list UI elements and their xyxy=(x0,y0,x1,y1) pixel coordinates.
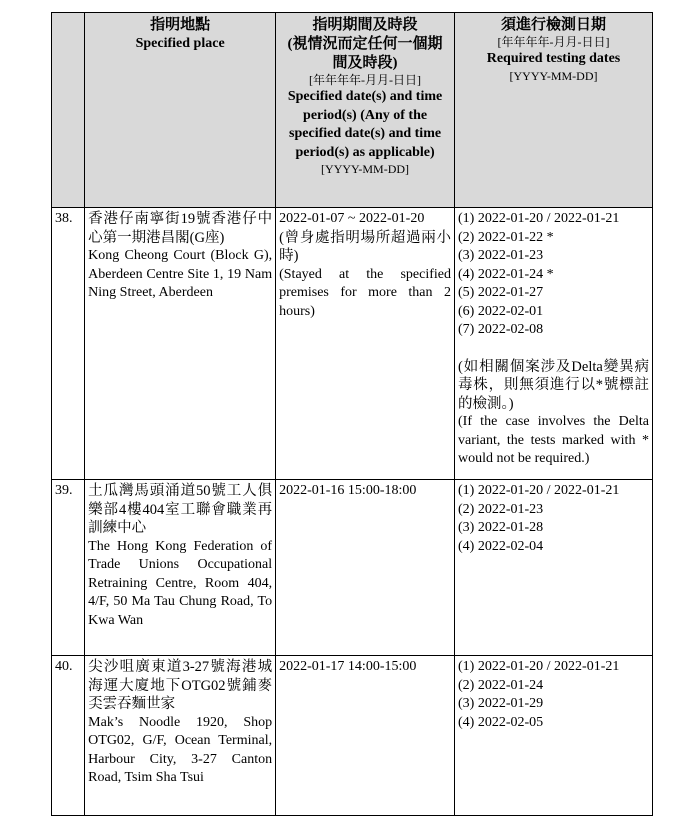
test-note-en: (If the case involves the Delta variant, the tests marked with * would not be required.) xyxy=(458,414,649,466)
test-note-zh: (如相關個案涉及Delta變異病毒株，則無須進行以*號標註的檢測。) xyxy=(458,358,649,412)
row-number-cell xyxy=(52,656,85,816)
test-date: (1) 2022-01-20 / 2022-01-21 xyxy=(458,211,620,226)
test-date: (3) 2022-01-28 xyxy=(458,520,544,535)
header-period-format-en: [YYYY-MM-DD] xyxy=(321,162,410,176)
test-date-list xyxy=(458,658,649,732)
header-place-en: Specified place xyxy=(135,36,225,51)
header-period-zh: 指明期間及時段 (視情況而定任何一個期間及時段) xyxy=(287,17,443,71)
header-testing-cell xyxy=(455,13,653,208)
test-date: (6) 2022-02-01 xyxy=(458,303,544,319)
test-date: (4) 2022-02-05 xyxy=(458,714,544,730)
test-date: (2) 2022-01-23 xyxy=(458,501,544,517)
test-date: (7) 2022-02-08 xyxy=(458,322,544,337)
testing-cell xyxy=(455,480,653,656)
test-date: (4) 2022-02-04 xyxy=(458,538,544,554)
place-cell xyxy=(85,656,276,816)
period-note-zh: (曾身處指明場所超過兩小時) xyxy=(279,229,451,264)
period-note-en: (Stayed at the specified premises for more than 2 hours) xyxy=(279,266,451,319)
test-date: (2) 2022-01-24 xyxy=(458,677,544,693)
test-date-list xyxy=(458,210,649,340)
row-number: 39. xyxy=(55,483,73,498)
header-place-zh: 指明地點 xyxy=(150,17,211,33)
row-number-cell xyxy=(52,208,85,480)
row-number: 38. xyxy=(55,211,73,226)
place-en: Kong Cheong Court (Block G), Aberdeen Centre Site 1, 19 Nam Ning Street, Aberdeen xyxy=(88,248,273,300)
table-row xyxy=(52,208,653,480)
header-testing-format-zh: [年年年年-月月-日日] xyxy=(497,35,610,49)
period-value: 2022-01-16 15:00-18:00 xyxy=(279,483,417,498)
place-zh: 香港仔南寧街19號香港仔中心第一期港昌閣(G座) xyxy=(88,211,273,246)
header-testing-zh: 須進行檢測日期 xyxy=(500,17,606,33)
specified-places-table xyxy=(51,12,653,816)
header-period-en: Specified date(s) and time period(s) (Any of the specified date(s) and time period(s) as applicable) xyxy=(287,89,443,160)
test-date: (1) 2022-01-20 / 2022-01-21 xyxy=(458,483,620,498)
testing-cell xyxy=(455,656,653,816)
period-cell xyxy=(276,656,455,816)
place-cell xyxy=(85,480,276,656)
place-zh: 尖沙咀廣東道3-27號海港城海運大廈地下OTG02號鋪麥奀雲吞麵世家 xyxy=(88,659,273,712)
place-en: Mak’s Noodle 1920, Shop OTG02, G/F, Ocean Terminal, Harbour City, 3-27 Canton Road, Tsim Sha Tsui xyxy=(88,714,273,785)
row-number-cell xyxy=(52,480,85,656)
period-cell xyxy=(276,208,455,480)
header-num-cell xyxy=(52,13,85,208)
test-date: (5) 2022-01-27 xyxy=(458,285,544,300)
test-date: (1) 2022-01-20 / 2022-01-21 xyxy=(458,659,620,674)
period-value: 2022-01-07 ~ 2022-01-20 xyxy=(279,211,425,226)
period-value: 2022-01-17 14:00-15:00 xyxy=(279,659,417,674)
testing-cell xyxy=(455,208,653,480)
test-date: (2) 2022-01-22 * xyxy=(458,229,554,245)
place-en: The Hong Kong Federation of Trade Unions Occupational Retraining Centre, Room 404, 4/F, 50 Ma Tau Chung Road, To Kwa Wan xyxy=(88,538,273,628)
place-zh: 土瓜灣馬頭涌道50號工人俱樂部4樓404室工聯會職業再訓練中心 xyxy=(88,483,273,536)
test-date: (4) 2022-01-24 * xyxy=(458,266,554,282)
header-row xyxy=(52,13,653,208)
table-row xyxy=(52,480,653,656)
header-period-cell xyxy=(276,13,455,208)
period-cell xyxy=(276,480,455,656)
table-row xyxy=(52,656,653,816)
row-number: 40. xyxy=(55,659,73,674)
header-testing-en: Required testing dates xyxy=(486,51,621,66)
test-date-list xyxy=(458,482,649,556)
header-period-format-zh: [年年年年-月月-日日] xyxy=(309,73,422,87)
header-place-cell xyxy=(85,13,276,208)
test-date: (3) 2022-01-29 xyxy=(458,696,544,711)
place-cell xyxy=(85,208,276,480)
header-testing-format-en: [YYYY-MM-DD] xyxy=(509,68,598,83)
test-date: (3) 2022-01-23 xyxy=(458,248,544,263)
